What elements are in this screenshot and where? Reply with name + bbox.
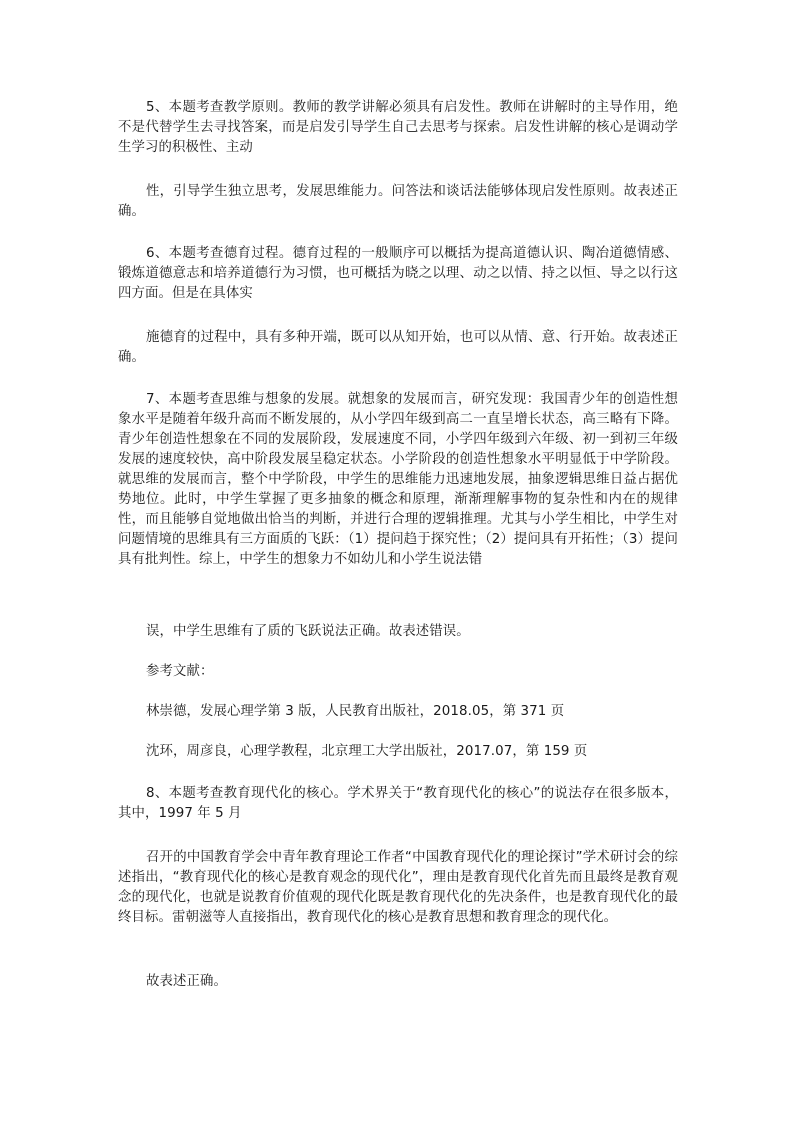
references-heading: 参考文献： (146, 664, 214, 679)
paragraph-item-7-part2: 误，中学生思维有了质的飞跃说法正确。故表述错误。 (146, 624, 470, 639)
paragraph-item-8-part2: 召开的中国教育学会中青年教育理论工作者“中国教育现代化的理论探讨”学术研讨会的综述指出，“教育现代化的核心是教育观念的现代化”，理由是教育现代化首先而且最终是教育观念的现代化，也就是说教育价值观的现代化既是教育现代化的先决条件，也是教育现代化的最终目标。雷朝滋等人直接指出，教育现代化的核心是教育思想和教育理念的现代化。 (118, 850, 678, 925)
paragraph-item-5-part2: 性，引导学生独立思考，发展思维能力。问答法和谈话法能够体现启发性原则。故表述正确。 (118, 184, 678, 219)
paragraph-item-6-part2: 施德育的过程中，具有多种开端，既可以从知开始，也可以从情、意、行开始。故表述正确。 (118, 330, 678, 365)
reference-entry-2: 沈环，周彦良，心理学教程，北京理工大学出版社，2017.07，第 159 页 (146, 744, 588, 759)
paragraph-item-8-part1: 8、本题考查教育现代化的核心。学术界关于“教育现代化的核心”的说法存在很多版本，其中，1997 年 5 月 (118, 786, 678, 821)
paragraph-item-7-part1: 7、本题考查思维与想象的发展。就想象的发展而言，研究发现：我国青少年的创造性想象水平是随着年级升高而不断发展的，从小学四年级到高二一直呈增长状态，高三略有下降。青少年创造性想象在不同的发展阶段，发展速度不同，小学四年级到六年级、初一到初三年级发展的速度较快，高中阶段发展呈稳定状态。小学阶段的创造性想象水平明显低于中学阶段。就思维的发展而言，整个中学阶段，中学生的思维能力迅速地发展，抽象逻辑思维日益占据优势地位。此时，中学生掌握了更多抽象的概念和原理，渐渐理解事物的复杂性和内在的规律性，而且能够自觉地做出恰当的判断，并进行合理的逻辑推理。尤其与小学生相比，中学生对问题情境的思维具有三方面质的飞跃：（1）提问趋于探究性；（2）提问具有开拓性；（3）提问具有批判性。综上，中学生的想象力不如幼儿和小学生说法错 (118, 392, 678, 567)
conclusion-text: 故表述正确。 (146, 974, 227, 989)
paragraph-item-5-part1: 5、本题考查教学原则。教师的教学讲解必须具有启发性。教师在讲解时的主导作用，绝不是代替学生去寻找答案，而是启发引导学生自己去思考与探索。启发性讲解的核心是调动学生学习的积极性、主动 (118, 100, 678, 155)
paragraph-item-6-part1: 6、本题考查德育过程。德育过程的一般顺序可以概括为提高道德认识、陶冶道德情感、锻炼道德意志和培养道德行为习惯，也可概括为晓之以理、动之以情、持之以恒、导之以行这四方面。但是在具体实 (118, 246, 678, 301)
reference-entry-1: 林崇德，发展心理学第 3 版，人民教育出版社，2018.05，第 371 页 (146, 704, 565, 719)
